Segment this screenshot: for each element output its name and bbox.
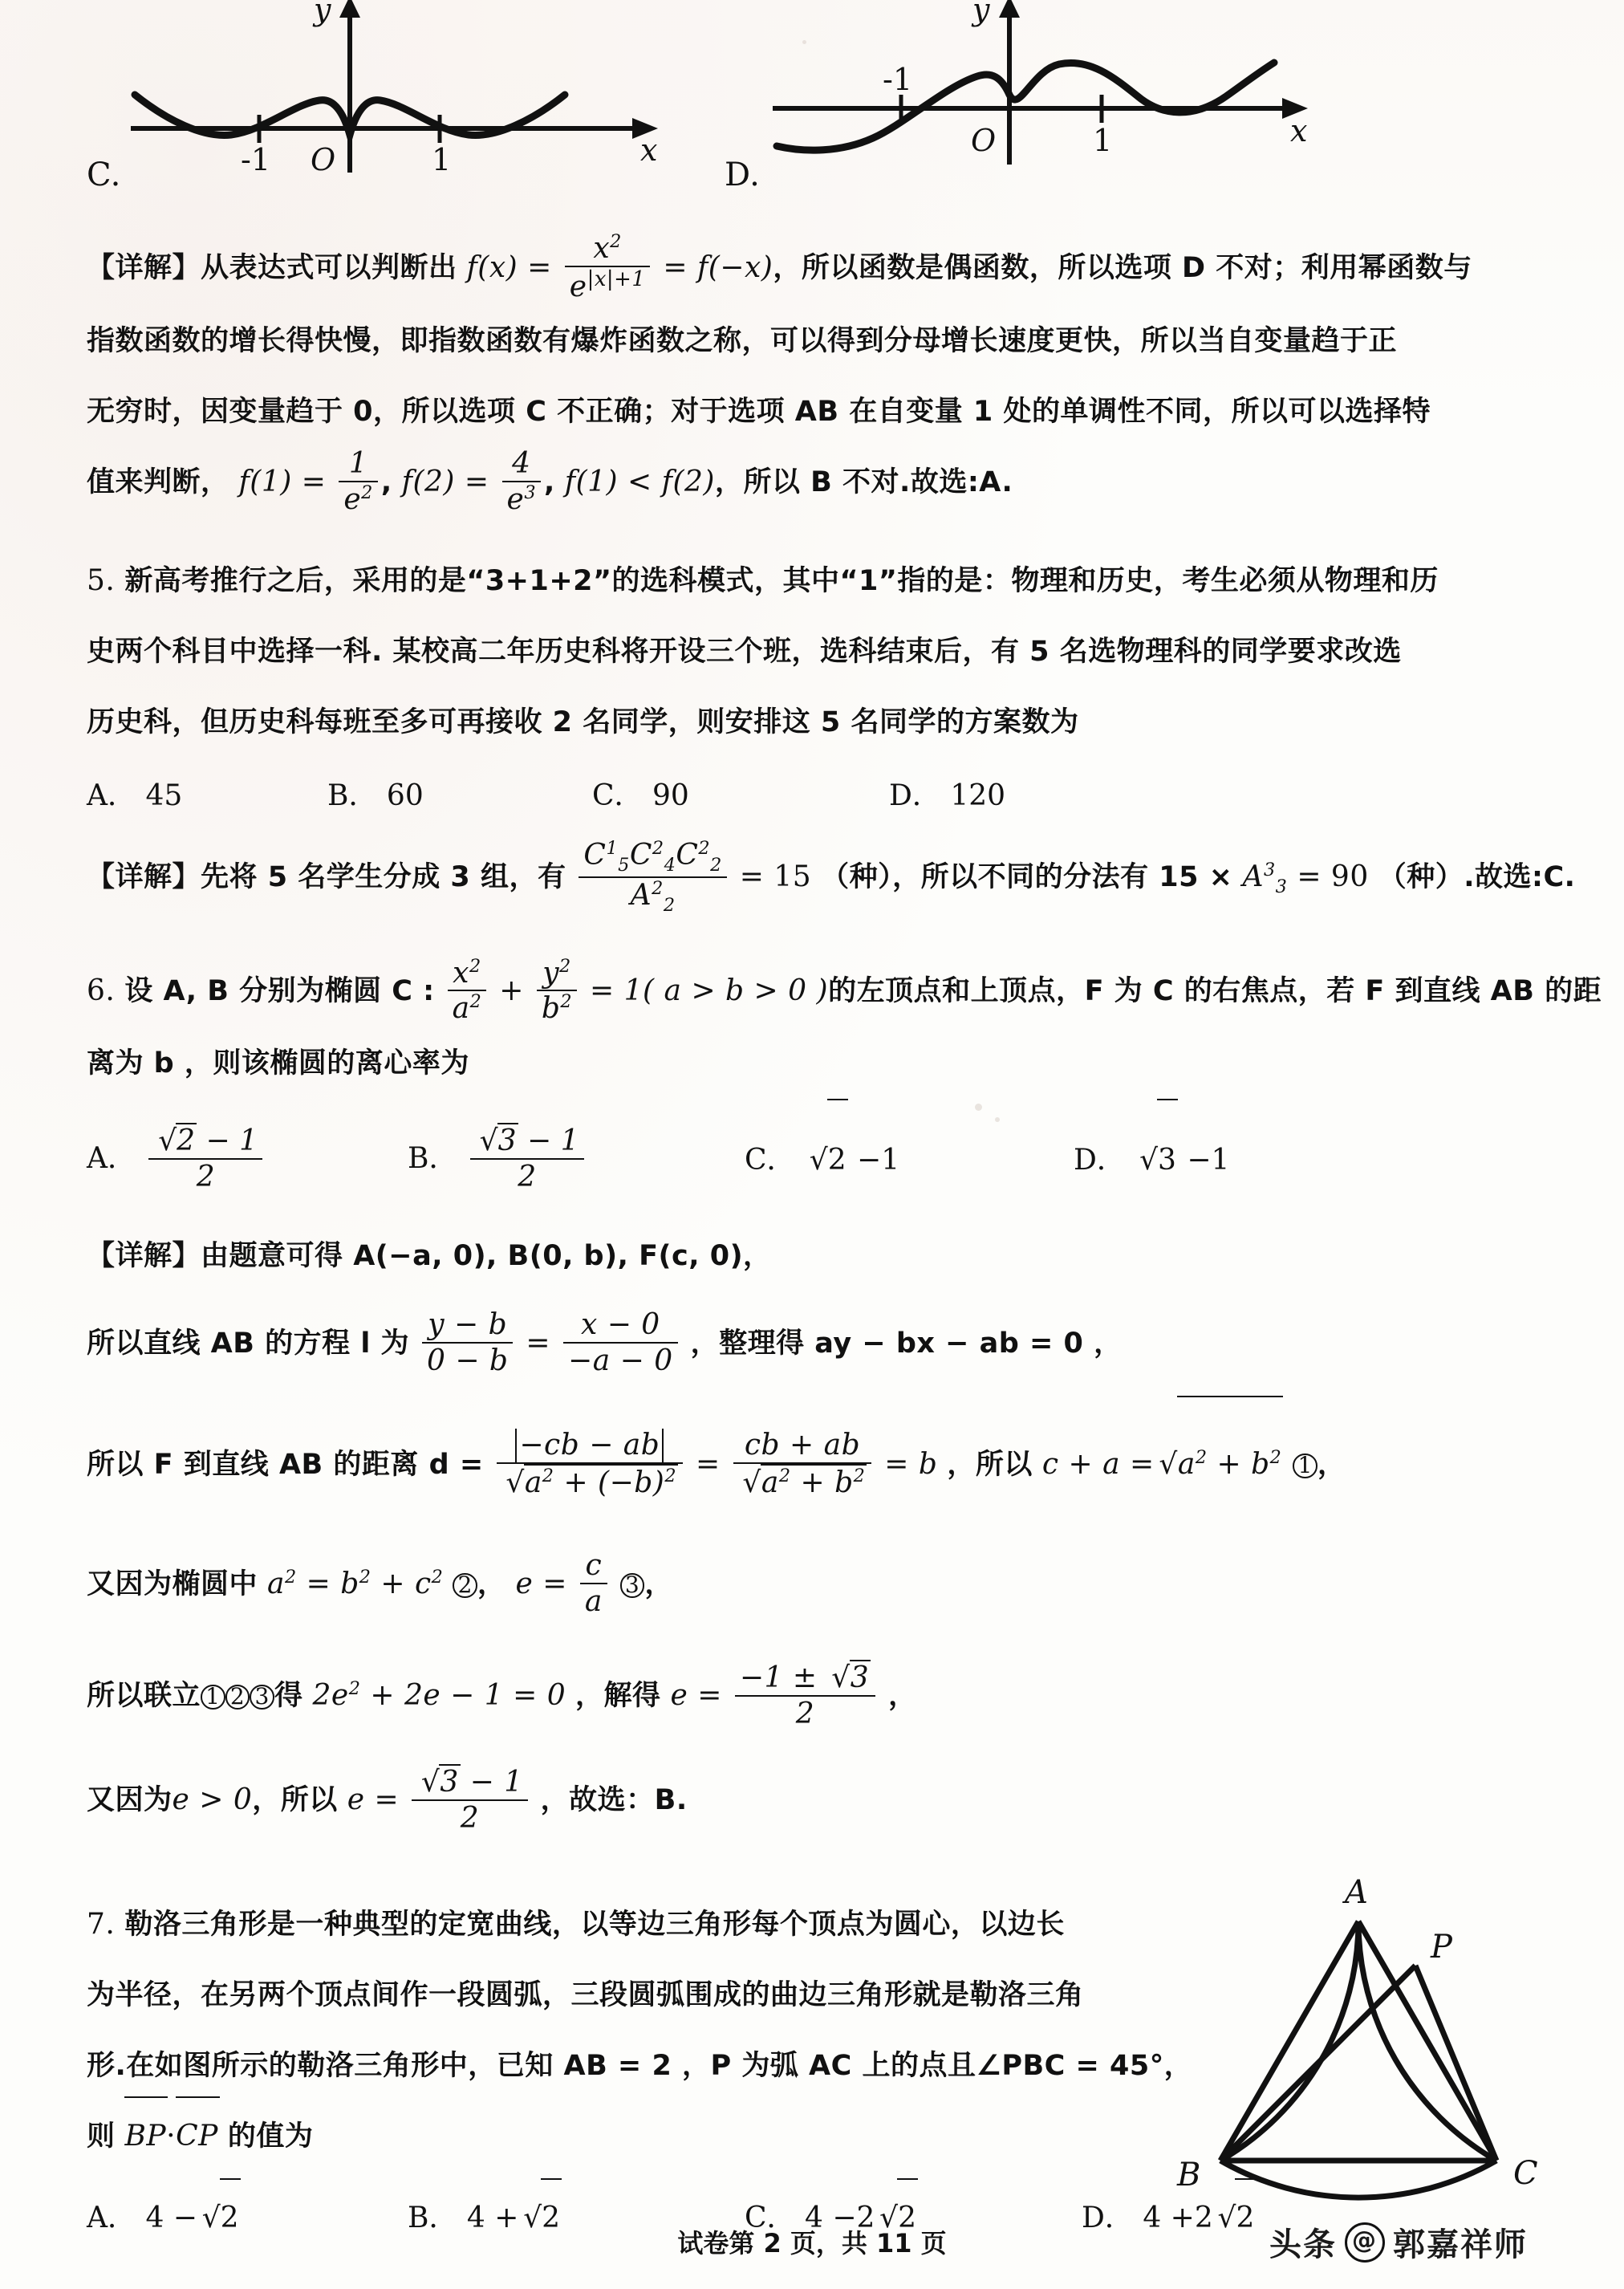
option-d-value-q5: 120 (950, 779, 1006, 813)
svg-text:1: 1 (1093, 123, 1113, 158)
ellipse-equation-rhs: = 1( a > b > 0 ) (590, 974, 829, 1008)
solution-q4-text-a: 从表达式可以判断出 (201, 252, 457, 284)
question-5-line-2: 史两个科目中选择一科. 某校高二年历史科将开设三个班，选科结束后，有 5 名选物理科的同学要求改选 (87, 636, 1402, 669)
solution-tag: 【详解】 (87, 861, 201, 894)
option-c-value-q5: 90 (652, 779, 689, 813)
solution-tag: 【详解】 (87, 1239, 201, 1272)
solution-q4-text-c: 值来判断， (87, 466, 229, 498)
permutation-a2: A (630, 878, 652, 912)
fraction-e-solution: $\frac{-1 \pm √ 3}{2}$ (735, 1660, 875, 1731)
option-b-q5[interactable] (327, 758, 592, 835)
frac-denominator-exp: |x|+1 (587, 266, 646, 291)
fraction-y-minus-b: $\frac{y - b}{0 - b}$ (422, 1308, 514, 1378)
combination-c5: C (583, 838, 607, 872)
option-d-expr-q7: 4 +2 √ 2 (1143, 2202, 1256, 2234)
option-a-label-q5: A． (87, 779, 136, 813)
option-c-expr-q7: 4 −2 √ 2 (805, 2202, 918, 2234)
option-d-letter: D. (725, 157, 761, 193)
fraction-x2-over-e: $\frac{x^2}{e^{|x|+1}}$ (565, 232, 651, 304)
equals-90: = 90 (1297, 860, 1369, 894)
question-6-number: 6. (87, 974, 116, 1008)
option-d-expr-q6: √ 3 −1 (1135, 1144, 1229, 1177)
solution-q5-text-c: （种）.故选:C. (1378, 861, 1576, 894)
solution-q6 (87, 1221, 1555, 1852)
solution-q4-line-1 (87, 233, 1555, 306)
at-icon: @ (1345, 2222, 1385, 2263)
option-b-expr-q7: 4 + √ 2 (467, 2202, 562, 2234)
fraction-combinations: $\frac{C^1_5C^2_4C^2_2}{A^2_2}$ (579, 839, 726, 917)
svg-text:B: B (1177, 2156, 1201, 2193)
vector-cp: CP (176, 2101, 218, 2172)
fraction-x-minus-0: $\frac{x - 0}{-a - 0}$ (563, 1308, 678, 1378)
question-6-line-2: 离为 b ，则该椭圆的离心率为 (87, 1047, 469, 1079)
solution-q6-text-2a: 所以直线 AB 的方程 l 为 (87, 1327, 410, 1360)
circled-number-3: 3 (620, 1573, 645, 1598)
option-b-q6[interactable] (408, 1099, 745, 1221)
solution-q6-line-2 (87, 1291, 1555, 1396)
dot-product-symbol: · (166, 2119, 177, 2153)
solution-q6-text-3a: 所以 F 到直线 AB 的距离 d = (87, 1448, 484, 1481)
watermark-platform: 头条 (1269, 2226, 1337, 2263)
option-d-label-q7: D． (1082, 2201, 1134, 2234)
question-7-text (87, 1889, 1193, 2172)
solution-q6-text-2b: ，整理得 ay − bx − ab = 0 ， (690, 1327, 1123, 1360)
option-d-label-q6: D． (1074, 1143, 1126, 1177)
svg-text:-1: -1 (241, 142, 271, 177)
question-5-text-1: 新高考推行之后，采用的是“3+1+2”的选科模式，其中“1”指的是：物理和历史，考生必须从物理和历 (124, 565, 1439, 598)
watermark (1269, 2219, 1528, 2265)
svg-text:O: O (971, 123, 997, 158)
circled-number-2: 2 (453, 1573, 477, 1598)
solution-q6-line-6: 又因为e > 0，所以 e = √ $\frac{3 - 1}{2}$ ，故选：B. (87, 1748, 1555, 1852)
question-7-text-4a: 则 (87, 2120, 116, 2153)
option-d-q6[interactable] (1074, 1099, 1229, 1221)
svg-text:A: A (1345, 1873, 1368, 1911)
fraction-4-over-e3: $\frac{4}{e^3}$ (502, 447, 542, 517)
option-b-value-q5: 60 (386, 779, 424, 813)
equals-sign: = (527, 251, 552, 284)
question-7-number: 7. (87, 1907, 116, 1941)
question-7-line-3: 形.在如图所示的勒洛三角形中，已知 AB = 2 ，P 为弧 AC 上的点且∠PBC = 45°， (87, 2049, 1193, 2082)
fraction-c-over-a: $\frac{c}{a}$ (580, 1549, 607, 1619)
solution-tag: 【详解】 (87, 252, 201, 284)
option-c-q5[interactable] (592, 758, 889, 835)
option-b-label-q5: B． (327, 779, 378, 813)
solution-q4-line-2: 指数函数的增长得快慢，即指数函数有爆炸函数之称，可以得到分母增长速度更快，所以当自变量趋于正 (87, 324, 1398, 357)
solution-q6-line-5: 所以联立 1 2 3 得 $2e^2 + 2e - 1 = 0$ ，解得 e = $\frac{-1 \pm √ 3}{2}$ ， (87, 1636, 1555, 1748)
option-c-label-q5: C． (592, 779, 644, 813)
vector-bp: BP (124, 2101, 166, 2172)
option-d-q5[interactable] (889, 758, 1005, 835)
fx-label: f(x) (466, 251, 518, 284)
fraction-x2-over-a2: $\frac{x^2}{a^2}$ (448, 957, 487, 1027)
solution-q5 (87, 835, 1576, 922)
solution-q4-line-3: 无穷时，因变量趋于 0，所以选项 C 不正确；对于选项 AB 在自变量 1 处的单调性不同，所以可以选择特 (87, 395, 1431, 428)
fraction-distance-2: cb + ab √ $a^2 + b^2$ (733, 1429, 872, 1500)
question-6-options (87, 1099, 1555, 1221)
fraction-y2-over-b2: $\frac{y^2}{b^2}$ (537, 957, 577, 1027)
f-neg-x-label: f(−x) (696, 251, 773, 284)
solution-q6-line-3: 所以 F 到直线 AB 的距离 d = −cb − ab √ $a^2 + (-b)^2$ = cb + ab √ $a^2 + b^2$ = b ，所以 c + a = √ $a^2 + b^2$ 1 ， (87, 1396, 1555, 1525)
frac-denominator: e (506, 482, 525, 516)
solution-q6-line-4: 又因为椭圆中 $a^2 = b^2 + c^2$ 2 ， e = $\frac{c}{a}$ 3 ， (87, 1549, 673, 1618)
solution-q5-text-b: （种），所以不同的分法有 15 × (821, 861, 1233, 894)
svg-text:y: y (314, 0, 331, 27)
option-d-graph (761, 0, 1322, 188)
frac-denominator: e (343, 482, 362, 516)
option-a-label-q7: A． (87, 2201, 136, 2234)
equals-sign: = (526, 1326, 551, 1360)
plus-sign: + (499, 974, 524, 1008)
option-c-label-q6: C． (745, 1143, 796, 1177)
f1-lt-f2: f(1) < f(2) (564, 465, 715, 498)
solution-q4-line-4: 值来判断， f(1) = $\frac{1}{e^2}$ , f(2) = $\frac{4}{e^3}$ , f(1) < f(2)，所以 B 不对.故选:A. (87, 447, 1013, 516)
circled-number-1: 1 (1293, 1453, 1317, 1478)
question-7-line-2: 为半径，在另两个顶点间作一段圆弧，三段圆弧围成的曲边三角形就是勒洛三角 (87, 1978, 1084, 2011)
option-c-expr-q6: √ 2 −1 (805, 1144, 899, 1177)
solution-q4 (87, 233, 1555, 518)
svg-text:x: x (1290, 113, 1308, 148)
option-a-value-q5: 45 (145, 779, 183, 813)
option-d-label-q5: D． (889, 779, 941, 813)
svg-text:x: x (640, 132, 658, 168)
f2-expr: f(2) = (401, 465, 489, 498)
option-a-expr-q7: 4 − √ 2 (145, 2202, 240, 2234)
option-c-q6[interactable] (745, 1099, 1074, 1221)
question-6-text-a: 设 A, B 分别为椭圆 C : (124, 975, 435, 1008)
question-7 (87, 1873, 1555, 2257)
equals-sign-2: = (663, 251, 688, 284)
question-7-line-4 (87, 2101, 1154, 2172)
fraction-e-final: √ $\frac{3 - 1}{2}$ (412, 1764, 528, 1836)
option-a-q6[interactable] (87, 1099, 408, 1221)
solution-q4-text-d: ，所以 B 不对.故选:A. (714, 466, 1013, 498)
combination-c4: C (629, 838, 652, 872)
option-b-label-q7: B． (408, 2201, 458, 2234)
solution-q6-text-1: 由题意可得 A(−a, 0), B(0, b), F(c, 0)， (201, 1239, 772, 1272)
option-c-graph (119, 0, 680, 188)
option-c-label-q7: C． (745, 2201, 796, 2234)
solution-q6-line-1 (87, 1221, 1555, 1291)
svg-text:P: P (1431, 1928, 1452, 1966)
reuleaux-triangle-figure (1158, 1869, 1559, 2206)
option-c-letter: C. (87, 157, 121, 193)
question-6 (87, 955, 1602, 1852)
option-a-fraction-q6: √ $\frac{2 - 1}{2}$ (148, 1123, 262, 1194)
question-7-text-1: 勒洛三角形是一种典型的定宽曲线，以等边三角形每个顶点为圆心，以边长 (124, 1908, 1065, 1941)
combination-c2: C (676, 838, 699, 872)
question-6-line-1 (87, 955, 1602, 1027)
permutation-a33: $A^3_3$ (1242, 860, 1288, 898)
answer-graphs-row (87, 0, 1555, 241)
solution-q4-text-b: ，所以函数是偶函数，所以选项 D 不对；利用幂函数与 (773, 252, 1472, 284)
question-7-line-1 (87, 1889, 1154, 1960)
svg-text:O: O (311, 142, 336, 177)
frac-numerator: 1 (339, 447, 378, 482)
f1-expr: f(1) = (238, 465, 327, 498)
option-a-label-q6: A． (87, 1141, 136, 1175)
watermark-author: 郭嘉祥师 (1393, 2226, 1528, 2263)
option-b-fraction-q6: √ $\frac{3 - 1}{2}$ (470, 1123, 584, 1194)
question-5-line-3: 历史科，但历史科每班至多可再接收 2 名同学，则安排这 5 名同学的方案数为 (87, 706, 1079, 739)
fraction-1-over-e2: $\frac{1}{e^2}$ (339, 447, 378, 517)
equals-15: = 15 (739, 860, 812, 894)
page-footer: 试卷第 2 页，共 11 页 (677, 2228, 947, 2259)
frac-numerator: 4 (502, 447, 542, 482)
svg-text:-1: -1 (883, 62, 913, 97)
question-5-line-1 (87, 546, 1555, 616)
question-7-text-4b: 的值为 (227, 2120, 314, 2153)
frac-denominator-base: e (569, 270, 587, 303)
frac-numerator: x (593, 232, 611, 266)
svg-text:1: 1 (432, 142, 452, 177)
question-6-text-b: 的左顶点和上顶点，F 为 C 的右焦点，若 F 到直线 AB 的距 (828, 975, 1602, 1008)
question-5-options (87, 758, 1555, 835)
option-a-q5[interactable] (87, 758, 327, 835)
question-5 (87, 546, 1576, 922)
svg-text:C: C (1513, 2154, 1538, 2192)
option-b-label-q6: B． (408, 1141, 458, 1175)
fraction-distance-1: −cb − ab √ $a^2 + (-b)^2$ (497, 1429, 683, 1500)
svg-text:y: y (972, 0, 990, 27)
solution-q5-text-a: 先将 5 名学生分成 3 组，有 (201, 861, 566, 894)
question-5-number: 5. (87, 564, 116, 598)
